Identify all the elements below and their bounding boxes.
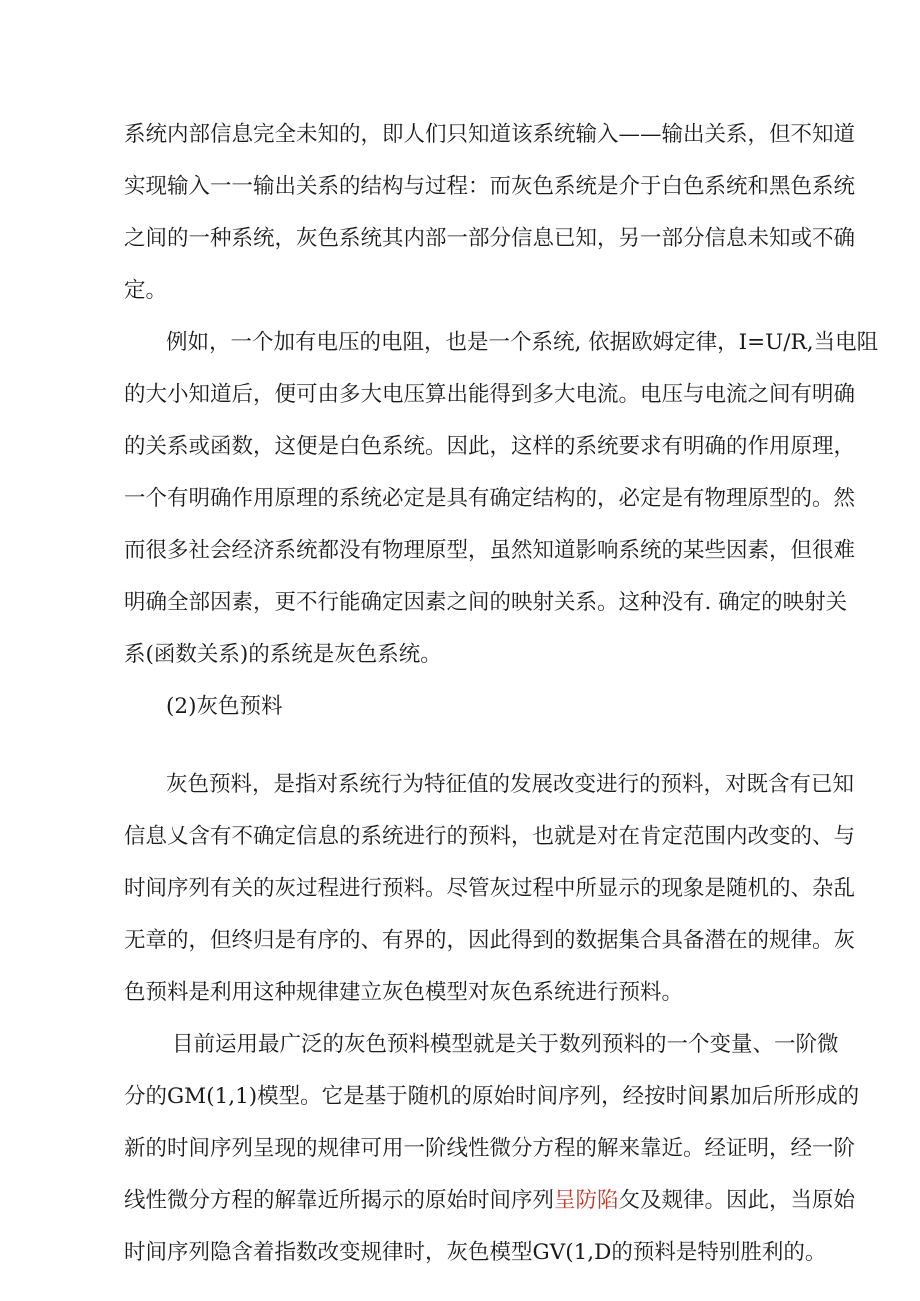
example-line-2: 的大小知道后，便可由多大电压算出能得到多大电流。电压与电流之间有明确	[124, 382, 856, 407]
example-line-3: 的关系或函数，这便是白色系统。因此，这样的系统要求有明确的作用原理，	[124, 434, 856, 459]
forecast-line-2: 信息乂含有不确定信息的系统进行的预料，也就是对在肯定范围内改变的、与	[124, 824, 856, 849]
model-line-1: 目前运用最广泛的灰色预料模型就是关于数列预料的一个变量、一阶微	[172, 1032, 839, 1057]
model-line-5: 时间序列隐含着指数改变规律时，灰色模型GV(1,D的预料是特别胜利的。	[124, 1240, 827, 1265]
model-line-4	[124, 1181, 856, 1221]
intro-line-4: 定。	[124, 278, 168, 303]
example-line-7: 系(函数关系)的系统是灰色系统。	[124, 642, 442, 667]
intro-line-3: 之间的一种系统，灰色系统其内部一部分信息已知，另一部分信息未知或不确	[124, 226, 856, 251]
model-line-4-after: 攵及觌律。因此，当原始	[618, 1188, 856, 1213]
section-heading: (2)灰色预料	[166, 694, 283, 719]
forecast-line-3: 时间序列有关的灰过程进行预料。尽管灰过程中所显示的现象是随机的、杂乱	[124, 876, 856, 901]
intro-line-2: 实现输入一一输出关系的结构与过程：而灰色系统是介于白色系统和黑色系统	[124, 174, 856, 199]
model-line-4-before: 线性微分方程的解靠近所揭示的原始时间序列	[124, 1188, 555, 1213]
forecast-line-5: 色预料是利用这种规律建立灰色模型对灰色系统进行预料。	[124, 980, 684, 1005]
intro-line-1: 系统内部信息完全未知的，即人们只知道该系统输入——输出关系，但不知道	[124, 122, 856, 147]
forecast-line-1: 灰色预料，是指对系统行为特征值的发展改变进行的预料，对既含有已知	[166, 772, 855, 797]
highlighted-text: 呈防陷	[554, 1188, 619, 1213]
model-line-2: 分的GM(1,1)模型。它是基于随机的原始时间序列，经按时间累加后所形成的	[124, 1084, 860, 1109]
example-line-4: 一个有明确作用原理的系统必定是具有确定结构的，必定是有物理原型的。然	[124, 486, 856, 511]
example-line-1: 例如，一个加有电压的电阻，也是一个系统, 依据欧姆定律，I=U/R,当电阻	[166, 330, 879, 355]
model-line-3: 新的时间序列呈现的规律可用一阶线性微分方程的解来靠近。经证明，经一阶	[124, 1136, 856, 1161]
example-line-6: 明确全部因素，更不行能确定因素之间的映射关系。这种没有. 确定的映射关	[124, 590, 848, 615]
forecast-line-4: 无章的，但终归是有序的、有界的，因此得到的数据集合具备潜在的规律。灰	[124, 928, 856, 953]
example-line-5: 而很多社会经济系统都没有物理原型，虽然知道影响系统的某些因素，但很难	[124, 538, 856, 563]
